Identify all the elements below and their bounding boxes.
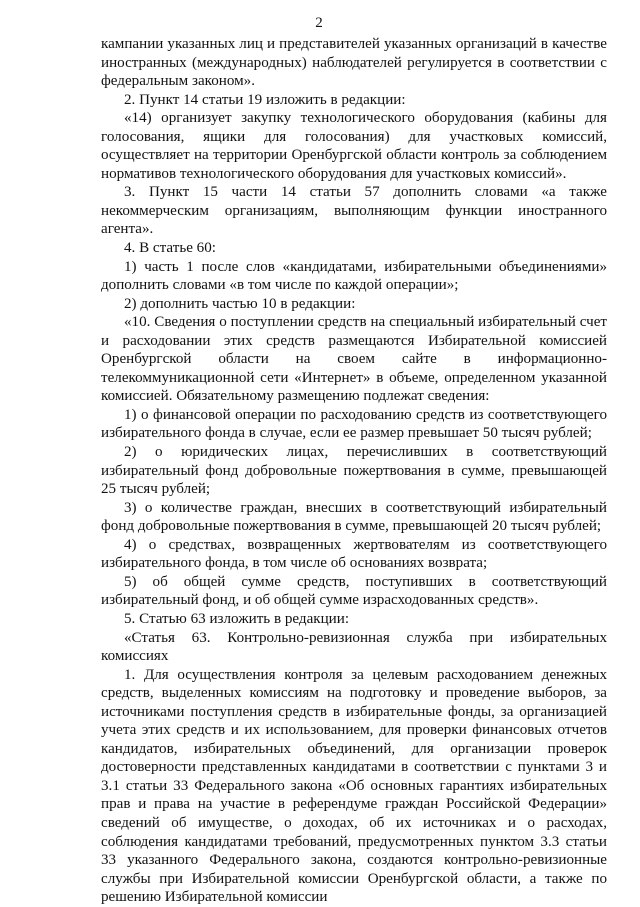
paragraph-info-1: 1) о финансовой операции по расходованию средств из соответствующего избирательного фонда в случае, если ее размер превышает 50 тысяч рублей; [101, 406, 607, 442]
article-63-part-1: 1. Для осуществления контроля за целевым расходованием денежных средств, выделенных комиссиям на подготовку и проведение выборов, за источниками поступления средств в избирательные фонды, за организацией учета этих средств и их использованием, для проверки финансовых отчетов кандидатов, избирательных объединений, для организации проверок достоверности представленных кандидатами в соответствии с пунктами 3 и 3.1 статьи 33 Федерального закона «Об основных гарантиях избирательных прав и права на участие в референдуме граждан Российской Федерации» сведений об имуществе, о доходах, об их источниках и о расходах, соблюдения кандидатами требований, предусмотренных пунктом 3.3 статьи 33 указанного Федерального закона, создаются контрольно-ревизионные службы при Избирательной комиссии Оренбургской области, а также по решению Избирательной комиссии [101, 666, 607, 906]
paragraph-info-3: 3) о количестве граждан, внесших в соответствующий избирательный фонд добровольные пожертвования в сумме, превышающей 20 тысяч рублей; [101, 499, 607, 535]
paragraph-point-14: «14) организует закупку технологического оборудования (кабины для голосования, ящики для голосования) для участковых комиссий, осуществляет на территории Оренбургской области контроль за соблюдением нормативов технологического оборудования для участковых комиссий». [101, 110, 607, 182]
paragraph-info-2: 2) о юридических лицах, перечисливших в соответствующий избирательный фонд добровольные пожертвования в сумме, превышающей 25 тысяч рублей; [101, 444, 607, 498]
paragraph-info-5: 5) об общей сумме средств, поступивших в соответствующий избирательный фонд, и об общей сумме израсходованных средств». [101, 573, 607, 609]
paragraph-part-10: «10. Сведения о поступлении средств на специальный избирательный счет и расходовании этих средств размещаются Избирательной комиссией Оренбургской области на своем сайте в информационно-телекоммуникационной сети «Интернет» в объеме, определенном указанной комиссией. Обязательному размещению подлежат сведения: [101, 314, 607, 405]
paragraph-item-4: 4. В статье 60: [124, 240, 216, 257]
paragraph-subitem-2: 2) дополнить частью 10 в редакции: [124, 295, 356, 312]
paragraph-item-3: 3. Пункт 15 части 14 статьи 57 дополнить словами «а также некоммерческим организациям, выполняющим функции иностранного агента». [101, 184, 607, 238]
document-body [101, 35, 607, 907]
paragraph-info-4: 4) о средствах, возвращенных жертвователям из соответствующего избирательного фонда, в том числе об основаниях возврата; [101, 536, 607, 572]
page-number: 2 [315, 15, 323, 31]
paragraph-subitem-1: 1) часть 1 после слов «кандидатами, избирательными объединениями» дополнить словами «в том числе по каждой операции»; [101, 258, 607, 294]
paragraph-continuation: кампании указанных лиц и представителей указанных организаций в качестве иностранных (международных) наблюдателей регулируется в соответствии с федеральным законом». [101, 36, 607, 90]
paragraph-item-5: 5. Статью 63 изложить в редакции: [124, 610, 350, 627]
paragraph-item-2: 2. Пункт 14 статьи 19 изложить в редакции: [124, 91, 406, 108]
article-63-heading: «Статья 63. Контрольно-ревизионная служба при избирательных комиссиях [101, 629, 607, 665]
